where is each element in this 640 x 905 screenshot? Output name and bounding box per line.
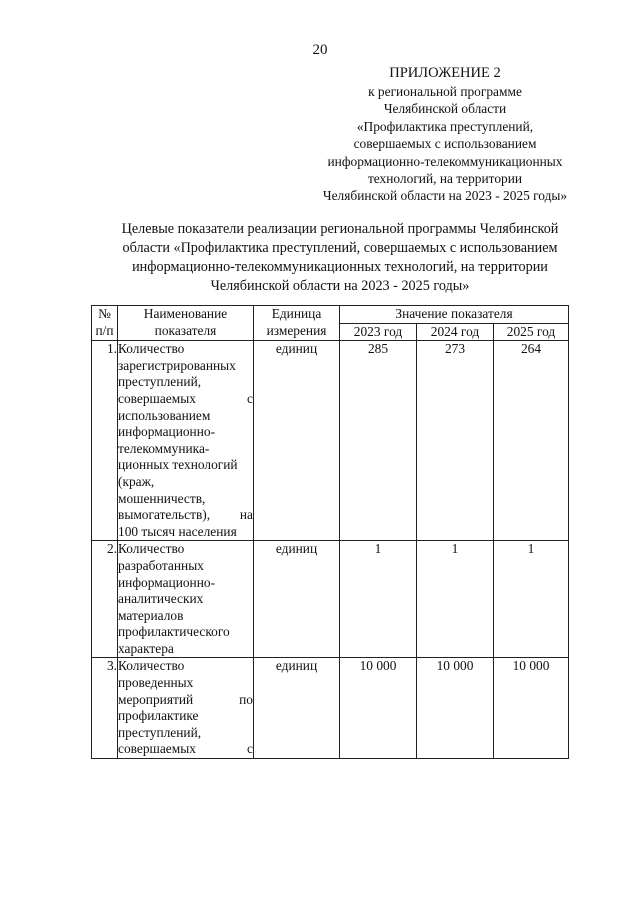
indicator-name-line: проведенных [118, 675, 194, 691]
row-number: 3. [92, 658, 118, 759]
value-2023: 285 [340, 341, 417, 541]
indicator-name-line: телекоммуника- [118, 440, 210, 456]
indicator-name-line: материалов [118, 607, 184, 623]
indicator-name-line: преступлений, [118, 374, 202, 390]
table-row [92, 658, 569, 759]
value-2024: 10 000 [417, 658, 494, 759]
row-number: 1. [92, 341, 118, 541]
table-row [92, 341, 569, 541]
header-year-2023: 2023 год [340, 323, 417, 341]
header-year-2025: 2025 год [494, 323, 569, 341]
appendix-line: к региональной программе [368, 84, 522, 99]
indicator-name-line: информационно- [118, 424, 216, 440]
indicator-name-line: Количество [118, 541, 185, 557]
table-row [92, 541, 569, 658]
indicator-name [118, 541, 254, 658]
indicator-unit: единиц [254, 341, 340, 541]
indicator-name-line: вымогательств), на [118, 507, 253, 523]
value-2024: 273 [417, 341, 494, 541]
indicator-name-line: Количество [118, 341, 185, 357]
page-number: 20 [312, 42, 328, 58]
value-2023: 10 000 [340, 658, 417, 759]
title-line: Челябинской области на 2023 - 2025 годы» [210, 278, 470, 294]
indicator-name-line: (краж, [118, 473, 155, 489]
indicator-name-line: мошенничеств, [118, 490, 206, 506]
indicator-name-line: профилактического [118, 624, 230, 640]
indicator-name-line: зарегистрированных [118, 357, 236, 373]
title-line: информационно-телекоммуникационных технологий, на территории [132, 259, 548, 275]
indicator-name [118, 341, 254, 541]
indicator-name-line: использованием [118, 407, 211, 423]
value-2023: 1 [340, 541, 417, 658]
value-2025: 264 [494, 341, 569, 541]
header-value: Значение показателя [340, 306, 569, 324]
indicator-unit: единиц [254, 541, 340, 658]
appendix-line: информационно-телекоммуникационных [327, 153, 563, 169]
appendix-block [300, 64, 590, 205]
indicator-name-line: преступлений, [118, 724, 202, 740]
row-number: 2. [92, 541, 118, 658]
appendix-line: Челябинской области на 2023 - 2025 годы» [322, 188, 568, 204]
indicator-name-line: ционных технологий [118, 457, 238, 473]
appendix-line: «Профилактика преступлений, [356, 118, 534, 134]
header-unit: Единица измерения [254, 306, 340, 341]
value-2025: 1 [494, 541, 569, 658]
indicator-name-line: разработанных [118, 557, 204, 573]
header-indicator-name: Наименование показателя [118, 306, 254, 341]
value-2025: 10 000 [494, 658, 569, 759]
header-number: № п/п [92, 306, 118, 341]
indicator-name-line: 100 тысяч населения [118, 523, 237, 539]
header-year-2024: 2024 год [417, 323, 494, 341]
indicators-table [91, 305, 569, 759]
title-line: Целевые показатели реализации региональной программы Челябинской [121, 221, 559, 237]
indicator-name-line: мероприятий по [118, 691, 253, 707]
appendix-line: Челябинской области [383, 101, 507, 117]
indicator-name-line: совершаемых с [118, 390, 253, 406]
indicator-name-line: характера [118, 640, 174, 656]
indicator-name-line: Количество [118, 658, 185, 674]
appendix-heading: ПРИЛОЖЕНИЕ 2 [389, 65, 501, 81]
indicator-name-line: профилактике [118, 708, 199, 724]
appendix-line: совершаемых с использованием [353, 136, 537, 152]
indicator-name-line: аналитических [118, 591, 204, 607]
indicator-unit: единиц [254, 658, 340, 759]
indicator-name-line: информационно- [118, 574, 216, 590]
indicator-name [118, 658, 254, 759]
document-title [95, 220, 585, 296]
appendix-line: технологий, на территории [367, 171, 523, 187]
indicator-name-line: совершаемых с [118, 741, 253, 757]
title-line: области «Профилактика преступлений, совершаемых с использованием [122, 240, 558, 256]
value-2024: 1 [417, 541, 494, 658]
